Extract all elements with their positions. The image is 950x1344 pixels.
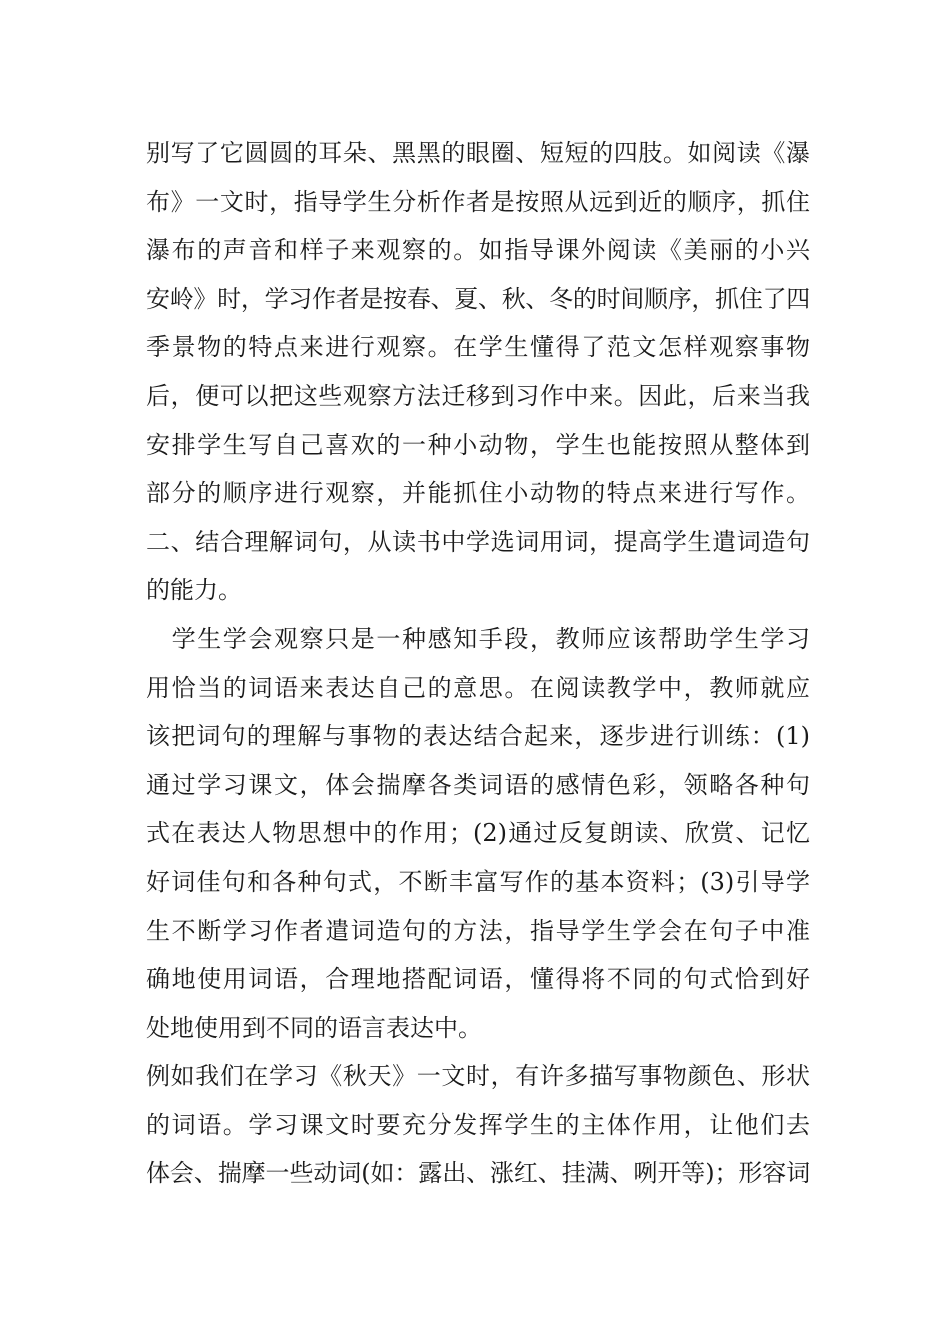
text-line: 的词语。学习课文时要充分发挥学生的主体作用，让他们去 — [146, 1110, 810, 1139]
text-line: 式在表达人物思想中的作用；(2)通过反复朗读、欣赏、记忆 — [146, 819, 810, 848]
text-line: 用恰当的词语来表达自己的意思。在阅读教学中，教师就应 — [146, 673, 810, 702]
text-line: 部分的顺序进行观察，并能抓住小动物的特点来进行写作。 — [146, 479, 810, 508]
text-line: 季景物的特点来进行观察。在学生懂得了范文怎样观察事物 — [146, 333, 810, 362]
text-line: 安岭》时，学习作者是按春、夏、秋、冬的时间顺序，抓住了四 — [146, 284, 810, 313]
text-line: 安排学生写自己喜欢的一种小动物，学生也能按照从整体到 — [146, 430, 810, 459]
text-line: 例如我们在学习《秋天》一文时，有许多描写事物颜色、形状 — [146, 1062, 810, 1091]
text-line: 通过学习课文，体会揣摩各类词语的感情色彩，领略各种句 — [146, 770, 810, 799]
text-line: 处地使用到不同的语言表达中。 — [146, 1013, 482, 1042]
body-text — [146, 129, 810, 1198]
text-line: 体会、揣摩一些动词(如：露出、涨红、挂满、咧开等)；形容词 — [146, 1159, 811, 1188]
text-line: 好词佳句和各种句式，不断丰富写作的基本资料；(3)引导学 — [146, 867, 810, 896]
text-line: 二、结合理解词句，从读书中学选词用词，提高学生遣词造句 — [146, 527, 810, 556]
text-line: 的能力。 — [146, 576, 242, 605]
text-line: 生不断学习作者遣词造句的方法，指导学生学会在句子中准 — [146, 916, 810, 945]
text-line: 瀑布的声音和样子来观察的。如指导课外阅读《美丽的小兴 — [146, 236, 810, 265]
text-line: 学生学会观察只是一种感知手段，教师应该帮助学生学习 — [146, 624, 810, 653]
text-line: 布》一文时，指导学生分析作者是按照从远到近的顺序，抓住 — [146, 187, 810, 216]
text-line: 确地使用词语，合理地搭配词语，懂得将不同的句式恰到好 — [146, 965, 810, 994]
text-line: 后，便可以把这些观察方法迁移到习作中来。因此，后来当我 — [146, 381, 810, 410]
text-line: 别写了它圆圆的耳朵、黑黑的眼圈、短短的四肢。如阅读《瀑 — [146, 139, 810, 167]
text-line: 该把词句的理解与事物的表达结合起来，逐步进行训练：(1) — [146, 722, 810, 751]
